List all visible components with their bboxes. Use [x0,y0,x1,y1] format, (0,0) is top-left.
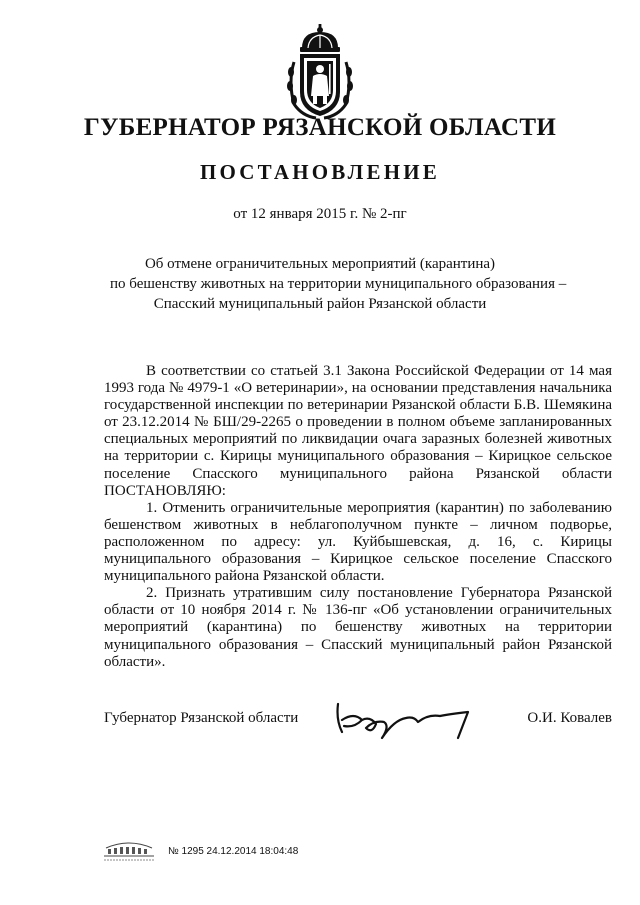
subject-line: Спасский муниципальный район Рязанской области [153,296,487,312]
signatory-position: Губернатор Рязанской области [104,710,299,726]
signature-block [104,710,612,750]
subject-line: по бешенству животных на территории муниципального образования – [110,276,567,292]
handwritten-signature [332,698,482,742]
document-body [104,363,612,671]
preamble-paragraph: В соответствии со статьей 3.1 Закона Российской Федерации от 14 мая 1993 года № 4979-1 «О ветеринарии», на основании представления начальника государственной инспекции по ветеринарии Рязанской области Б.В. Шемякина от 23.12.2014 № БШ/29-2265 о проведении в полном объеме запланированных специальных мероприятий по ликвидации очага заразных болезней животных на территории с. Кирицы муниципального образования – Кирицкое сельское поселение Спасского муниципального района Рязанской области ПОСТАНОВЛЯЮ: [104,363,612,499]
document-subject [110,254,567,314]
registration-stamp-logo [100,838,158,864]
decree-item-2: 2. Признать утратившим силу постановление Губернатора Рязанской области от 10 ноября 2014 г. № 136-пг «Об установлении ограничительных мероприятий (карантина) по бешенству животных на территории муниципального образования – Спасский муниципальный район Рязанской области». [104,585,612,670]
document-date-number: от 12 января 2015 г. № 2-пг [233,206,407,222]
signatory-name: О.И. Ковалев [527,710,612,726]
subject-line: Об отмене ограничительных мероприятий (карантина) [144,256,496,272]
decree-item-1: 1. Отменить ограничительные мероприятия (карантин) по заболеванию бешенством животных в неблагополучном пункте – личном подворье, расположенном по адресу: ул. Куйбышевская, д. 16, с. Кирицы муниципального образования – Кирицкое сельское поселение Спасского муниципального района Рязанской области. [104,499,612,585]
authority-title: ГУБЕРНАТОР РЯЗАНСКОЙ ОБЛАСТИ [83,114,557,141]
ryazan-coat-of-arms-icon [282,22,358,122]
document-type: ПОСТАНОВЛЕНИЕ [199,160,441,184]
registration-number: № 1295 24.12.2014 18:04:48 [168,846,299,857]
